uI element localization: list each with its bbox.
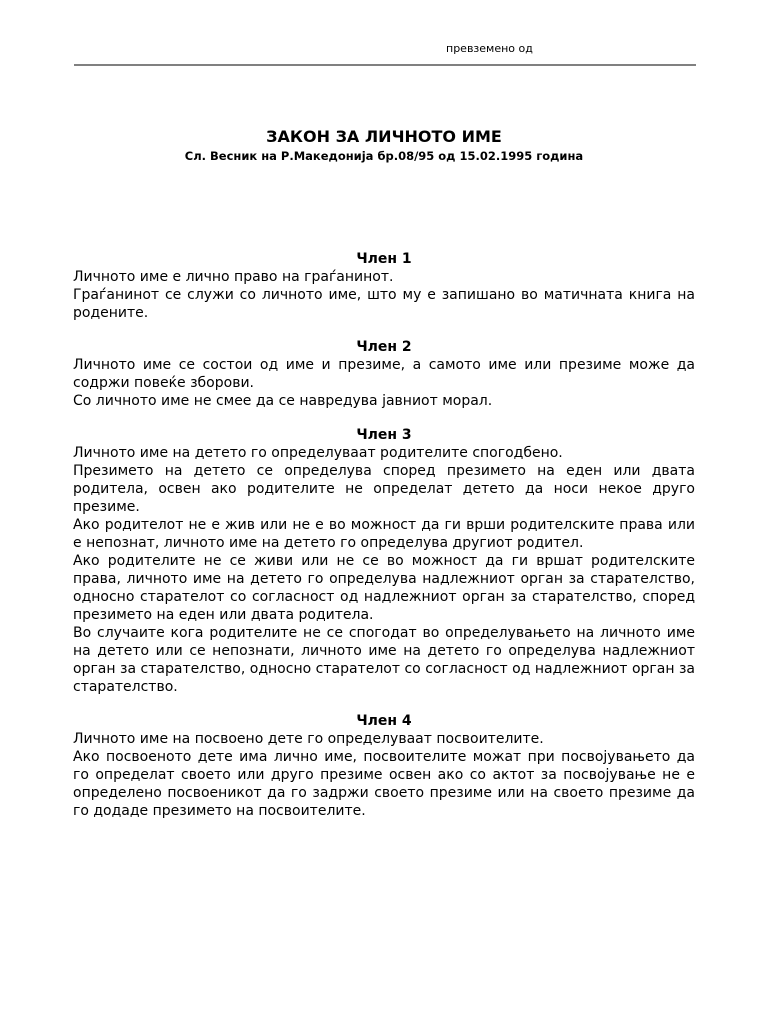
article-heading: Член 4 — [356, 713, 412, 729]
article-paragraph: Личното име се состои од име и презиме, а самото име или презиме може да содржи повеќе зборови. — [73, 357, 695, 391]
article-1 — [73, 250, 695, 322]
article-paragraph: Граѓанинот се служи со личното име, што му е запишано во матичната книга на родените. — [73, 287, 695, 321]
article-2 — [73, 338, 695, 410]
header-note: превземено од — [446, 42, 533, 55]
document-title: ЗАКОН ЗА ЛИЧНОТО ИМЕ — [266, 127, 502, 146]
document-subtitle: Сл. Весник на Р.Македонија бр.08/95 од 15.02.1995 година — [184, 149, 584, 163]
article-paragraph: Ако посвоеното дете има лично име, посвоителите можат при посвојувањето да го определат своето или друго презиме освен ако со актот за посвојување не е определено посвоеникот да го задржи своето презиме или на своето презиме да го додаде презимето на посвоителите. — [73, 749, 695, 819]
articles-container — [73, 250, 695, 836]
article-paragraph: Личното име на детето го определуваат родителите спогодбено. — [73, 445, 563, 461]
article-paragraph: Ако родителот не е жив или не е во можност да ги врши родителските права или е непознат, личното име на детето го определува другиот родител. — [73, 517, 695, 551]
article-heading: Член 3 — [356, 427, 412, 443]
article-paragraph: Личното име на посвоено дете го определуваат посвоителите. — [73, 731, 544, 747]
article-paragraph: Со личното име не смее да се навредува јавниот морал. — [73, 393, 493, 409]
header-divider — [74, 64, 696, 66]
article-paragraph: Во случаите кога родителите не се спогодат во определувањето на личното име на детето или се непознати, личното име на детето го определува надлежниот орган за старателство, односно старателот со согласност од надлежниот орган за старателство. — [73, 625, 695, 695]
article-4 — [73, 712, 695, 820]
article-3 — [73, 426, 695, 696]
article-heading: Член 1 — [356, 251, 412, 267]
article-paragraph: Личното име е лично право на граѓанинот. — [73, 269, 394, 285]
article-paragraph: Ако родителите не се живи или не се во можност да ги вршат родителските права, личното име на детето го определува надлежниот орган за старателство, односно старателот со согласност од надлежниот орган за старателство, според презимето на еден или двата родитела. — [73, 553, 695, 623]
article-heading: Член 2 — [356, 339, 412, 355]
article-paragraph: Презимето на детето се определува според презимето на еден или двата родитела, освен ако родителите не определат детето да носи некое друго презиме. — [73, 463, 695, 515]
